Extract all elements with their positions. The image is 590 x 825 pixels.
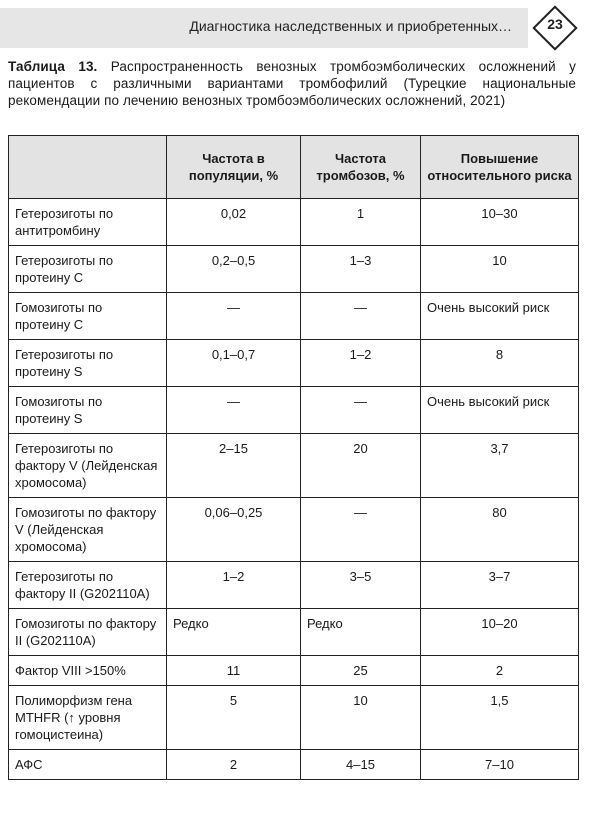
cell-relative-risk: 8: [421, 340, 579, 387]
page-number: 23: [547, 16, 563, 32]
cell-condition: Гетерозиготы по протеину S: [9, 340, 167, 387]
cell-thrombosis-frequency: 1: [301, 199, 421, 246]
cell-population-frequency: 1–2: [167, 562, 301, 609]
cell-thrombosis-frequency: 10: [301, 686, 421, 750]
cell-population-frequency: —: [167, 293, 301, 340]
cell-population-frequency: 0,1–0,7: [167, 340, 301, 387]
table-row: [9, 686, 579, 750]
header-cell-empty: [9, 136, 167, 199]
table-row: [9, 246, 579, 293]
table-row: [9, 199, 579, 246]
table-row: [9, 656, 579, 686]
table-caption-label: Таблица 13.: [8, 59, 98, 74]
header-cell-relative-risk: Повышение относительного риска: [421, 136, 579, 199]
cell-condition: Гетерозиготы по протеину С: [9, 246, 167, 293]
cell-condition: Гетерозиготы по фактору V (Лейденская хромосома): [9, 434, 167, 498]
cell-condition: Гомозиготы по фактору V (Лейденская хромосома): [9, 498, 167, 562]
cell-thrombosis-frequency: 3–5: [301, 562, 421, 609]
cell-condition: Гетерозиготы по антитромбину: [9, 199, 167, 246]
table-header-row: [9, 136, 579, 199]
cell-thrombosis-frequency: Редко: [301, 609, 421, 656]
table-row: [9, 562, 579, 609]
cell-relative-risk: 10: [421, 246, 579, 293]
cell-population-frequency: 2–15: [167, 434, 301, 498]
cell-population-frequency: —: [167, 387, 301, 434]
table-row: [9, 293, 579, 340]
running-header-title: Диагностика наследственных и приобретенных…: [189, 18, 512, 34]
cell-relative-risk: 2: [421, 656, 579, 686]
table-row: [9, 498, 579, 562]
table-body: [9, 199, 579, 780]
cell-population-frequency: 0,2–0,5: [167, 246, 301, 293]
table-row: [9, 750, 579, 780]
cell-population-frequency: 0,06–0,25: [167, 498, 301, 562]
cell-condition: АФС: [9, 750, 167, 780]
cell-population-frequency: 0,02: [167, 199, 301, 246]
cell-condition: Гомозиготы по фактору II (G202110A): [9, 609, 167, 656]
table-caption: [8, 58, 576, 109]
cell-relative-risk: Очень высокий риск: [421, 387, 579, 434]
table-row: [9, 387, 579, 434]
cell-relative-risk: 3–7: [421, 562, 579, 609]
cell-relative-risk: 3,7: [421, 434, 579, 498]
table-caption-text: Распространенность венозных тромбоэмболических осложнений у пациентов с различными вариантами тромбофилий (Турецкие национальные рекомендации по лечению венозных тромбоэмболических осложнений, 2021): [8, 59, 576, 108]
table-row: [9, 340, 579, 387]
cell-thrombosis-frequency: 1–3: [301, 246, 421, 293]
cell-thrombosis-frequency: —: [301, 387, 421, 434]
header-cell-thrombosis-frequency: Частота тромбозов, %: [301, 136, 421, 199]
cell-condition: Гомозиготы по протеину S: [9, 387, 167, 434]
cell-thrombosis-frequency: —: [301, 498, 421, 562]
cell-thrombosis-frequency: 1–2: [301, 340, 421, 387]
thrombophilia-table: [8, 135, 579, 780]
cell-relative-risk: 10–20: [421, 609, 579, 656]
cell-condition: Фактор VIII >150%: [9, 656, 167, 686]
cell-thrombosis-frequency: —: [301, 293, 421, 340]
table-row: [9, 609, 579, 656]
cell-relative-risk: 7–10: [421, 750, 579, 780]
cell-population-frequency: 5: [167, 686, 301, 750]
cell-condition: Полиморфизм гена MTHFR (↑ уровня гомоцистеина): [9, 686, 167, 750]
table-row: [9, 434, 579, 498]
cell-relative-risk: 10–30: [421, 199, 579, 246]
cell-relative-risk: 80: [421, 498, 579, 562]
header-cell-population-frequency: Частота в популяции, %: [167, 136, 301, 199]
cell-population-frequency: Редко: [167, 609, 301, 656]
cell-thrombosis-frequency: 25: [301, 656, 421, 686]
cell-relative-risk: 1,5: [421, 686, 579, 750]
cell-condition: Гетерозиготы по фактору II (G202110A): [9, 562, 167, 609]
cell-condition: Гомозиготы по протеину С: [9, 293, 167, 340]
cell-population-frequency: 2: [167, 750, 301, 780]
cell-thrombosis-frequency: 4–15: [301, 750, 421, 780]
cell-thrombosis-frequency: 20: [301, 434, 421, 498]
cell-relative-risk: Очень высокий риск: [421, 293, 579, 340]
cell-population-frequency: 11: [167, 656, 301, 686]
